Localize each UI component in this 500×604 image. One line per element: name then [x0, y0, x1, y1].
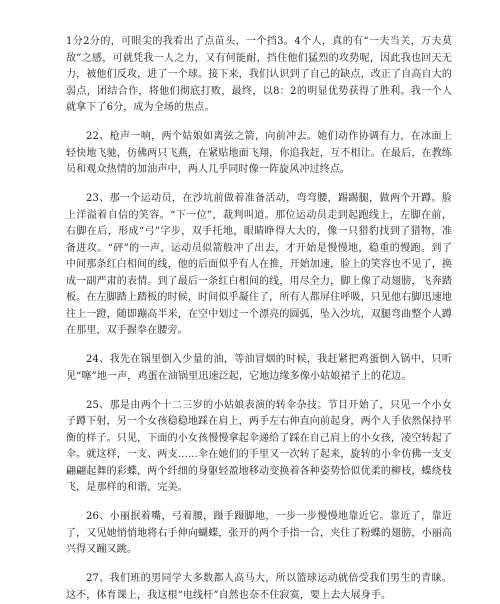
paragraph-25: 25、那是由两个十二三岁的小姑娘表演的转伞杂技。节目开始了，只见一个小女子蹲下射，另一个女孩稳稳地踩在肩上，两手左右伸直向前起身，两个人手依然保持平衡的样子。只见，下面的小女孩慢慢拿起伞递给了踩在自己肩上的小女孩，凌空转起了伞。就这样，一支、两支……伞在她们的手里又一次转了起来，旋转的小伞仿佛一支支翩翩起舞的彩蝶，两个纤细的身躯轻盈地移动变换着各种姿势恰似优柔的柳枝，蝶绕枝飞，是那样的和谐，完美。: [66, 399, 452, 493]
paragraph-26: 26、小丽抿着嘴，弓着腰，蹑手蹑脚地，一步一步慢慢地靠近它。靠近了，靠近了，又见她悄悄地将右手伸向蝴蝶，张开的两个手指一合，夹住了粉蝶的翅膀，小丽高兴得又蹦又跳。: [66, 511, 452, 555]
paragraph-23: 23、那一个运动员，在沙坑前做着准备活动，弯弯腰，踢踢腿，做两个开蹲。脸上洋溢着自信的笑容。“下一位”，裁判叫道。那位运动员走到起跑线上，左脚在前，右脚在后，形成“弓”字步，双手托地，眼睛睁得大大的，像一只猎豹找到了猎物，准备进攻。“砰”的一声，运动员似箭般冲了出去，才开始是慢慢地，稳重的慢跑。到了中间那条红白相间的线，他的后面似乎有人在推，开始加速，脸上的笑容也不见了，换成一副严肃的表情。到了最后一条红白相间的线，用尽全力，脚上像了动翅膀，飞奔踏板。在左脚踏上踏板的时候，时间似乎凝住了，所有人都屏住呼吸，只见他右脚迅速地往上一蹬，随即蹦高半米，在空中划过一个漂亮的圆弧，坠入沙坑，双腿弯曲整个人蹲在那里，双手握拳在腰旁。: [66, 193, 452, 336]
paragraph-27: 27、我们班的男同学大多数都人高马大，所以篮球运动就倍受我们男生的青睐。这不，体育课上，我这根“电线杆”自然也奈不住寂寞，要上去大展身手。: [66, 573, 452, 601]
paragraph-continued: 1分2分的，可眼尖的我看出了点苗头，一个挡3。4个人，真的有“一夫当关，万夫莫敌”之感，可就凭我一人之力，又有何能耐，挡住他们猛烈的攻势呢，因此我也回天无力，被他们反攻，进了一个球。接下来，我们认识到了自己的缺点，改正了自高自大的弱点，团结合作，将他们彻底打败，最终，以8：2的明显优势获得了胜利。我一个人就拿下了6分，成为全场的焦点。: [66, 36, 452, 113]
paragraph-24: 24、我先在锅里倒入少量的油，等油冒烟的时候，我赶紧把鸡蛋倒入锅中，只听见“噻”地一声，鸡蛋在油锅里迅速泛起，它地边缘多像小姑娘裙子上的花边。: [66, 354, 452, 382]
paragraph-22: 22、枪声一响，两个姑娘如离弦之箭，向前冲去。她们动作协调有力，在冰面上轻快地飞驰，仿佛两只飞燕，在紧贴地面飞翔，你追我赶，互不相让。在最后，在教练员和观众热情的加油声中，两人几乎同时像一阵旋风冲过终点。: [66, 131, 452, 175]
